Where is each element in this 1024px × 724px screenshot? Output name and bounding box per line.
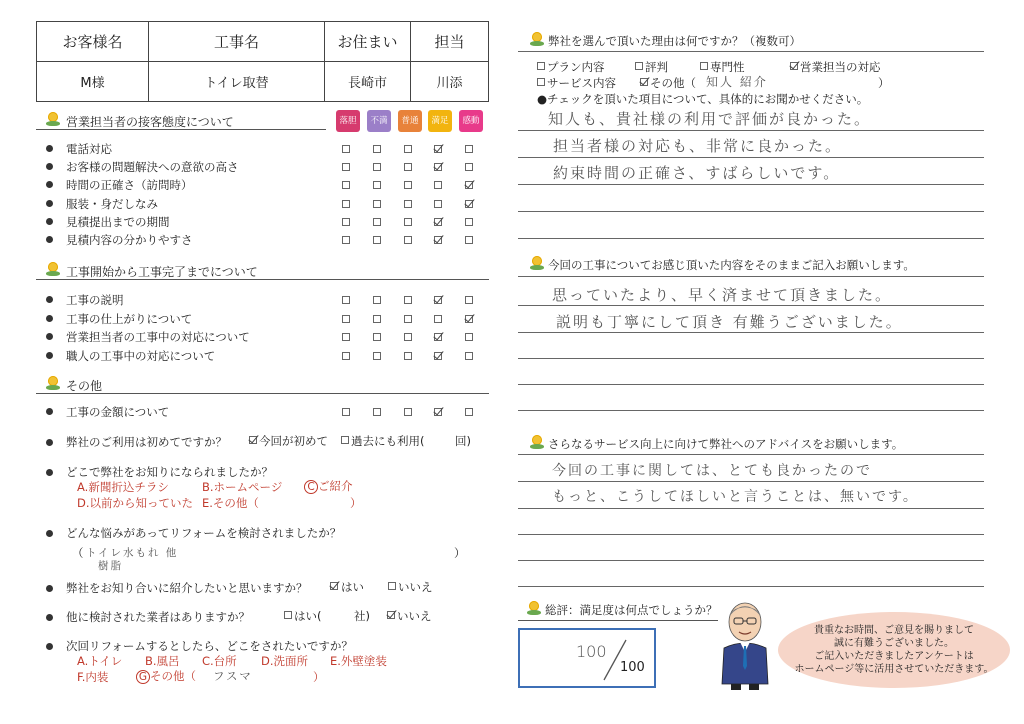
price-question-label: 工事の金額について: [66, 405, 170, 419]
next-other-answer: フスマ: [213, 669, 253, 683]
flower-icon: [530, 256, 544, 270]
advice-question-title: さらなるサービス向上に向けて弊社へのアドバイスをお願いします。: [548, 437, 904, 451]
other-vendor-no-checkbox[interactable]: [387, 611, 395, 619]
section1-title: 営業担当者の接客態度について: [66, 115, 234, 129]
score-value: 100: [576, 642, 607, 661]
option-referral-label: ご紹介: [318, 479, 353, 493]
rating-checkbox[interactable]: [404, 236, 412, 244]
option-newspaper-flyer[interactable]: A.新聞折込チラシ: [77, 480, 169, 494]
section2-row-label: 職人の工事中の対応について: [66, 348, 216, 363]
rating-checkbox[interactable]: [404, 333, 412, 341]
bullet: [46, 643, 53, 650]
header-customer-label: お客様名: [37, 22, 149, 62]
refer-yes-label: はい: [341, 580, 364, 594]
rating-checkbox[interactable]: [373, 296, 381, 304]
refer-no-label: いいえ: [398, 580, 433, 594]
rating-checkbox[interactable]: [342, 333, 350, 341]
rating-checkbox[interactable]: [373, 352, 381, 360]
header-table: [36, 21, 489, 102]
section2-title: 工事開始から工事完了までについて: [66, 265, 258, 279]
rating-checkbox[interactable]: [373, 145, 381, 153]
thank-you-line2: 誠に有難うございました。: [834, 638, 954, 649]
advice-answer-line1: 今回の工事に関しては、とても良かったので: [552, 463, 872, 479]
writing-line: [518, 157, 984, 158]
rating-checkbox[interactable]: [465, 236, 473, 244]
reason-service-label: サービス内容: [547, 76, 616, 90]
thank-you-line1: 貴重なお時間、ご意見を賜りまして: [814, 625, 974, 636]
rating-checkbox[interactable]: [465, 200, 473, 208]
rating-checkbox[interactable]: [404, 296, 412, 304]
rating-checkbox[interactable]: [434, 408, 442, 416]
section2-row-label: 工事の仕上がりについて: [66, 311, 193, 326]
bullet: [46, 439, 53, 446]
writing-line: [518, 560, 984, 561]
rating-checkbox[interactable]: [342, 145, 350, 153]
bullet: [46, 163, 53, 170]
writing-line: [518, 238, 984, 239]
rating-checkbox[interactable]: [404, 145, 412, 153]
reason-answer-line1: 知人も、貴社様の利用で評価が良かった。: [548, 110, 872, 128]
reason-sales-checkbox[interactable]: [790, 62, 798, 70]
impression-answer-line1: 思っていたより、早く済ませて頂きました。: [552, 286, 893, 304]
other-vendor-yes-label: はい(: [294, 609, 322, 623]
reason-answer-line3: 約束時間の正確さ、すばらしいです。: [553, 164, 841, 182]
header-work-value: トイレ取替: [149, 62, 325, 102]
badge-impressed: 感動: [459, 110, 483, 132]
reason-service-checkbox[interactable]: [537, 78, 545, 86]
rating-checkbox[interactable]: [342, 352, 350, 360]
circled-letter-g: G: [136, 670, 150, 684]
trouble-answer-line1: トイレ水もれ 他: [86, 547, 179, 559]
section2-row-label: 工事の説明: [66, 293, 124, 307]
rating-checkbox[interactable]: [342, 163, 350, 171]
rating-checkbox[interactable]: [434, 200, 442, 208]
bullet: [46, 315, 53, 322]
writing-line: [518, 358, 984, 359]
writing-line: [518, 384, 984, 385]
reason-plan-checkbox[interactable]: [537, 62, 545, 70]
staff-illustration: [712, 600, 778, 692]
bullet: [46, 333, 53, 340]
used-before-checkbox[interactable]: [341, 436, 349, 444]
header-staff-value: 川添: [411, 62, 489, 102]
option-toilet[interactable]: A.トイレ: [77, 654, 123, 668]
score-box: [518, 628, 656, 688]
rating-checkbox[interactable]: [465, 315, 473, 323]
option-next-other[interactable]: [136, 668, 196, 684]
rating-checkbox[interactable]: [404, 352, 412, 360]
score-question-title: 総評：満足度は何点でしょうか？: [545, 603, 718, 617]
divider: [36, 393, 489, 394]
option-knew-before[interactable]: D.以前から知っていた: [77, 496, 194, 510]
refer-question-label: 弊社をお知り合いに紹介したいと思いますか？: [66, 581, 308, 595]
next-reform-question-label: 次回リフォームするとしたら、どこをされたいですか？: [66, 639, 353, 653]
first-time-option: 今回が初めて: [259, 434, 328, 448]
divider: [36, 279, 489, 280]
option-other[interactable]: E.その他（: [202, 496, 259, 510]
rating-checkbox[interactable]: [404, 163, 412, 171]
badge-dissatisfied: 不満: [367, 110, 391, 132]
writing-line: [518, 508, 984, 509]
thank-you-bubble: [778, 612, 1010, 688]
impression-answer-line2: 説明も丁寧にして頂き 有難うございました。: [556, 313, 903, 331]
writing-line: [518, 534, 984, 535]
rating-checkbox[interactable]: [404, 315, 412, 323]
option-bath[interactable]: B.風呂: [145, 654, 180, 668]
bullet: [46, 469, 53, 476]
rating-checkbox[interactable]: [465, 296, 473, 304]
rating-checkbox[interactable]: [373, 163, 381, 171]
writing-line: [518, 130, 984, 131]
flower-icon: [527, 601, 541, 615]
trouble-open-paren: （: [72, 546, 84, 560]
rating-checkbox[interactable]: [434, 236, 442, 244]
reason-answer-line2: 担当者様の対応も、非常に良かった。: [553, 137, 843, 155]
rating-checkbox[interactable]: [434, 181, 442, 189]
divider: [518, 620, 718, 621]
score-max: 100: [620, 660, 645, 675]
other-vendor-question-label: 他に検討された業者はありますか？: [66, 610, 250, 624]
rating-checkbox[interactable]: [434, 352, 442, 360]
writing-line: [518, 332, 984, 333]
rating-checkbox[interactable]: [342, 218, 350, 226]
rating-checkbox[interactable]: [342, 408, 350, 416]
divider: [518, 51, 984, 52]
rating-checkbox[interactable]: [434, 296, 442, 304]
rating-checkbox[interactable]: [465, 181, 473, 189]
rating-checkbox[interactable]: [373, 218, 381, 226]
header-customer-value: M様: [37, 62, 149, 102]
section3-title: その他: [66, 379, 103, 393]
reason-detail-note: ●チェックを頂いた項目について、具体的にお聞かせください。: [537, 92, 869, 106]
flower-icon: [46, 112, 60, 126]
badge-disappointed: 落胆: [336, 110, 360, 132]
bullet: [46, 352, 53, 359]
rating-checkbox[interactable]: [465, 352, 473, 360]
badge-satisfied: 満足: [428, 110, 452, 132]
rating-checkbox[interactable]: [373, 408, 381, 416]
refer-yes-checkbox[interactable]: [330, 582, 338, 590]
option-next-other-label: その他（: [150, 669, 196, 683]
rating-checkbox[interactable]: [342, 200, 350, 208]
rating-checkbox[interactable]: [373, 315, 381, 323]
flower-icon: [46, 376, 60, 390]
section1-row-label: 見積内容の分かりやすさ: [66, 233, 193, 247]
option-homepage[interactable]: B.ホームページ: [202, 480, 283, 494]
used-before-option: 過去にも利用(: [351, 434, 425, 448]
option-interior[interactable]: F.内装: [77, 670, 109, 684]
bullet: [46, 200, 53, 207]
reason-other-checkbox[interactable]: [640, 78, 648, 86]
rating-checkbox[interactable]: [465, 163, 473, 171]
rating-checkbox[interactable]: [434, 315, 442, 323]
section1-row-label: 電話対応: [66, 142, 112, 156]
used-before-times-suffix: 回): [455, 434, 471, 448]
writing-line: [518, 410, 984, 411]
writing-line: [518, 481, 984, 482]
writing-line: [518, 305, 984, 306]
header-address-value: 長崎市: [325, 62, 411, 102]
section1-row-label: 時間の正確さ（訪問時）: [66, 178, 193, 193]
trouble-answer-line2: 樹脂: [98, 560, 123, 572]
other-vendor-count-suffix: 社): [354, 609, 370, 623]
rating-checkbox[interactable]: [434, 145, 442, 153]
rating-checkbox[interactable]: [465, 145, 473, 153]
flower-icon: [530, 32, 544, 46]
bullet: [46, 614, 53, 621]
writing-line: [518, 184, 984, 185]
rating-checkbox[interactable]: [465, 333, 473, 341]
divider: [518, 454, 984, 455]
option-other-close: ）: [350, 496, 362, 510]
writing-line: [518, 211, 984, 212]
option-next-other-close: ）: [313, 670, 325, 684]
rating-checkbox[interactable]: [404, 408, 412, 416]
rating-checkbox[interactable]: [373, 200, 381, 208]
rating-checkbox[interactable]: [342, 236, 350, 244]
rating-checkbox[interactable]: [342, 315, 350, 323]
impression-question-title: 今回の工事についてお感じ頂いた内容をそのままご記入お願いします。: [548, 258, 915, 272]
bullet: [46, 236, 53, 243]
circled-letter-c: C: [304, 480, 318, 494]
other-vendor-yes-checkbox[interactable]: [284, 611, 292, 619]
first-use-question-label: 弊社のご利用は初めてですか？: [66, 435, 227, 449]
reason-expert-checkbox[interactable]: [700, 62, 708, 70]
flower-icon: [530, 435, 544, 449]
header-staff-label: 担当: [411, 22, 489, 62]
reason-other-answer: 知人 紹介: [706, 75, 768, 89]
writing-line: [518, 586, 984, 587]
rating-checkbox[interactable]: [434, 218, 442, 226]
rating-checkbox[interactable]: [342, 181, 350, 189]
option-referral[interactable]: [304, 478, 353, 494]
option-kitchen[interactable]: C.台所: [202, 654, 237, 668]
thank-you-line4: ホームページ等に活用させていただきます。: [794, 664, 994, 675]
divider: [36, 129, 326, 130]
rating-checkbox[interactable]: [373, 181, 381, 189]
option-exterior-paint[interactable]: E.外壁塗装: [330, 654, 387, 668]
thank-you-line3: ご記入いただきましたアンケートは: [814, 651, 974, 662]
reason-review-label: 評判: [645, 60, 668, 74]
bullet: [46, 530, 53, 537]
section1-row-label: 服装・身だしなみ: [66, 196, 158, 211]
rating-checkbox[interactable]: [434, 163, 442, 171]
reason-other-close: ）: [878, 76, 890, 90]
section2-row-label: 営業担当者の工事中の対応について: [66, 330, 250, 344]
other-vendor-no-label: いいえ: [397, 609, 432, 623]
bullet: [46, 585, 53, 592]
divider: [518, 276, 984, 277]
bullet: [46, 145, 53, 152]
header-work-label: 工事名: [149, 22, 325, 62]
flower-icon: [46, 262, 60, 276]
header-address-label: お住まい: [325, 22, 411, 62]
rating-checkbox[interactable]: [404, 200, 412, 208]
bullet: [46, 408, 53, 415]
section1-row-label: お客様の問題解決への意欲の高さ: [66, 160, 239, 175]
reason-sales-label: 営業担当の対応: [800, 60, 881, 74]
rating-checkbox[interactable]: [465, 218, 473, 226]
rating-checkbox[interactable]: [404, 218, 412, 226]
reason-plan-label: プラン内容: [547, 60, 605, 74]
how-known-question-label: どこで弊社をお知りになられましたか？: [66, 465, 273, 479]
reason-question-title: 弊社を選んで頂いた理由は何ですか？（複数可）: [548, 34, 801, 48]
reason-expert-label: 専門性: [710, 60, 745, 74]
option-washroom[interactable]: D.洗面所: [261, 654, 309, 668]
trouble-question-label: どんな悩みがあってリフォームを検討されましたか？: [66, 526, 342, 540]
first-time-checkbox[interactable]: [249, 436, 257, 444]
rating-checkbox[interactable]: [434, 333, 442, 341]
rating-checkbox[interactable]: [373, 333, 381, 341]
reason-other-label: その他（: [650, 76, 696, 90]
trouble-close-paren: ）: [454, 546, 466, 560]
bullet: [46, 296, 53, 303]
advice-answer-line2: もっと、こうしてほしいと言うことは、無いです。: [552, 489, 919, 505]
bullet: [46, 181, 53, 188]
rating-checkbox[interactable]: [404, 181, 412, 189]
rating-checkbox[interactable]: [342, 296, 350, 304]
rating-checkbox[interactable]: [465, 408, 473, 416]
bullet: [46, 218, 53, 225]
reason-review-checkbox[interactable]: [635, 62, 643, 70]
badge-average: 普通: [398, 110, 422, 132]
section1-row-label: 見積提出までの期間: [66, 214, 170, 229]
refer-no-checkbox[interactable]: [388, 582, 396, 590]
rating-checkbox[interactable]: [373, 236, 381, 244]
